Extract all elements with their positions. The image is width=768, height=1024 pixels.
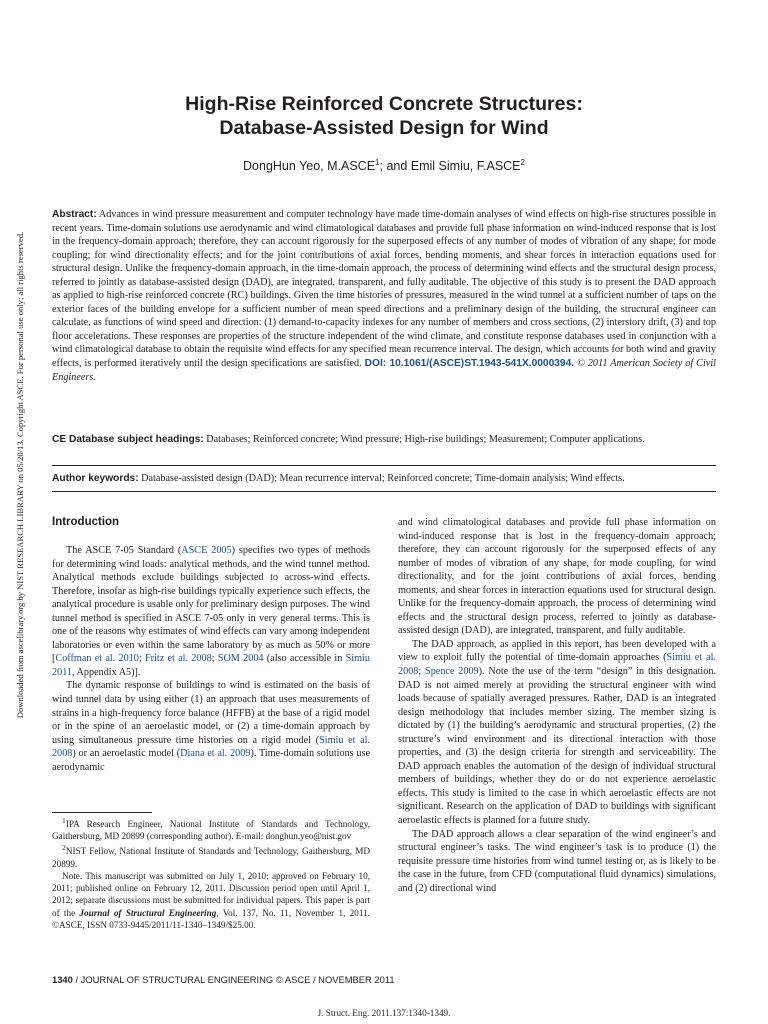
text-run: ;: [211, 653, 218, 665]
keywords-label: Author keywords:: [52, 473, 139, 484]
right-paragraph-1: and wind climatological databases and provide full phase information on wind-induced response that is lost in the frequency-domain approach; therefore, they can account rigorously for the superposed effects of any number of modes of vibration of any shape, for mode coupling, for wind directionality, and for the joint contributions of axial forces, bending moments, and shear forces in interaction equations used for structural design. Unlike for the frequency-domain approach, the process of determining wind effects and the structural design process, referred to jointly as database-assisted design (DAD), are integrated, transparent, and fully auditable.: [398, 517, 716, 637]
text-run: ;: [138, 653, 145, 665]
text-run: The ASCE 7-05 Standard (: [66, 545, 182, 556]
text-run: , Appendix A5)].: [72, 666, 141, 678]
author-1-affil: 1: [375, 158, 380, 167]
text-run: The DAD approach, as applied in this report, has been developed with a view to exploit fully the potential of time-domain approaches (: [398, 638, 716, 664]
text-run: NIST Fellow, National Institute of Standards and Technology, Gaithersburg, MD 20899.: [52, 846, 370, 869]
text-run: Note. This manuscript was submitted on July 1, 2010; approved on February 10, 2011; published online on February 12, 2011. Discussion period open until April 1, 2012; separate discussions must be submitted for individual papers. This paper is part of the: [52, 870, 370, 918]
right-column: [398, 516, 716, 895]
ref-link[interactable]: Simiu et al. 2008: [398, 652, 716, 678]
title-line-2: Database-Assisted Design for Wind: [219, 117, 549, 139]
ref-link[interactable]: Coffman et al. 2010: [55, 653, 139, 665]
author-2: ; and Emil Simiu, F.ASCE: [379, 159, 521, 174]
abstract-text: Advances in wind pressure measurement and computer technology have made time-domain analyses of wind effects on high-rise structures possible in recent years. Time-domain solutions use aerodynamic and wind climatological databases and provide full phase information on wind-induced response that is lost in the frequency-domain approach; therefore, they can account rigorously for the superposed effects of any number of modes of vibration of any shape; for mode coupling; for wind directionality effects; and for the joint contributions of axial forces, bending moments, and shear forces in interaction equations used for structural design. Unlike the frequency-domain approach, in the time-domain approach, the process of determining wind effects and the structural design process, referred to jointly as database-assisted design (DAD), are integrated, transparent, and fully auditable. The objective of this study is to present the DAD approach as applied to high-rise reinforced concrete (RC) buildings. Given the time histories of pressures, measured in the wind tunnel at a sufficient number of taps on the exterior faces of the building envelope for a sufficient number of mean speed directions and a preliminary design of the building, the structural engineer can calculate, as functions of wind speed and direction: (1) demand-to-capacity indexes for any number of members and cross sections, (2) interstory drift, (3) and top floor accelerations. These responses are properties of the structure independent of the wind climate, and constitute response databases used in conjunction with a wind climatological database to obtain the requisite wind effects for any specified mean recurrence interval. The design, which accounts for both wind and gravity effects, is performed iteratively until the design specifications are satisfied.: [52, 209, 716, 370]
ref-link[interactable]: Simiu 2011: [52, 653, 370, 678]
author-line: [0, 158, 768, 173]
text-run: ) specifies two types of methods for determining wind loads: analytical methods, and the wind tunnel method. Analytical methods exclude buildings subjected to across-wind effects. Therefore, insofar as high-rise buildings typically experience such effects, the analytical procedure is usable only for preliminary design purposes. The wind tunnel method is specified in ASCE 7-05 only in very general terms. This is one of the reasons why estimates of wind effects can vary among independent laboratories or even within the same laboratory by as much as 50% or more [: [52, 545, 371, 665]
keywords-text: Database-assisted design (DAD); Mean recurrence interval; Reinforced concrete; Time-domain analysis; Wind effects.: [138, 473, 625, 484]
subject-label: CE Database subject headings:: [52, 434, 204, 445]
page-footer: [52, 974, 395, 985]
footnote-marker: 2: [62, 843, 66, 853]
doi-link[interactable]: 10.1061/(ASCE)ST.1943-541X.0000394.: [389, 358, 575, 370]
journal-name: Journal of Structural Engineering: [79, 907, 217, 918]
text-run: ) or an aeroelastic model (: [72, 748, 181, 760]
intro-paragraph-2: [52, 679, 370, 774]
text-run: , Vol. 137, No. 11, November 1, 2011. ©ASCE, ISSN 0733-9445/2011/11-1340–1349/$25.00.: [52, 907, 370, 930]
author-2-affil: 2: [520, 158, 525, 167]
ref-link[interactable]: SOM 2004: [217, 653, 264, 665]
right-paragraph-2: [398, 638, 716, 828]
divider-bottom: [52, 491, 716, 492]
citation-line: J. Struct. Eng. 2011.137:1340-1349.: [317, 1008, 451, 1018]
ref-link[interactable]: Fritz et al. 2008: [144, 653, 212, 665]
section-heading-introduction: Introduction: [52, 516, 120, 528]
footnote-1: [52, 815, 370, 842]
text-run: The dynamic response of buildings to wind is estimated on the basis of wind tunnel data by using either (1) an approach that uses measurements of strains in a high-frequency force balance (HFFB) at the base of a rigid model or in the spine of an aeroelastic model, or (2) a time-domain approach by using simultaneous pressure time histories on a rigid model (: [52, 680, 370, 746]
text-run: IPA Research Engineer, National Institute of Standards and Technology, Gaithersburg, MD 20899 (corresponding author). E-mail: donghun.yeo@nist.gov: [52, 819, 370, 842]
abstract-label: Abstract:: [52, 209, 97, 220]
subject-text: Databases; Reinforced concrete; Wind pressure; High-rise buildings; Measurement; Computer applications.: [203, 434, 645, 445]
footnote-divider: [52, 812, 152, 813]
abstract: [52, 208, 716, 384]
text-run: ). Note the use of the term “design” in this designation. DAD is not aimed merely at providing the structural engineer with wind loads because of spatially averaged pressures. Rather, DAD is an integrated design methodology that includes member sizing. The member sizing is dictated by (1) the building’s aerodynamic and structural properties, (2) the structure’s wind environment and its directional interaction with those properties, and (3) the design criteria for strength and serviceability. The DAD approach enables the automation of the design of individual structural members of buildings, whether they do or do not experience aeroelastic effects. This study is limited to the case in which aeroelastic effects are not significant. Research on the application of DAD to buildings with significant aeroelastic effects is planned for a future study.: [398, 666, 717, 827]
intro-paragraph-1: [52, 544, 370, 679]
right-paragraph-3: The DAD approach allows a clear separation of the wind engineer’s and structural engineer’s tasks. The wind engineer’s task is to produce (1) the requisite pressure time histories from wind tunnel testing or, as is likely to be the case in the future, from CFD (computational fluid dynamics) simulations, and (2) directional wind: [398, 828, 716, 894]
page-number: 1340: [52, 974, 73, 985]
footnotes: [52, 815, 370, 931]
ref-link[interactable]: ASCE 2005: [181, 545, 232, 556]
text-run: ). Time-domain solutions use aerodynamic: [52, 748, 370, 773]
text-run: ;: [418, 666, 426, 678]
text-run: (also accessible in: [263, 653, 346, 665]
manuscript-note: [52, 870, 370, 931]
footnote-marker: 1: [62, 816, 66, 825]
author-keywords: [52, 472, 716, 486]
download-notice-sidebar: Downloaded from ascelibrary.org by NIST RESEARCH LIBRARY on 05/20/13. Copyright ASCE. For personal use only; all rights reserved.: [15, 231, 25, 719]
footnote-2: [52, 842, 370, 869]
divider-top: [52, 465, 716, 466]
ref-link[interactable]: Spence 2009: [425, 666, 479, 678]
subject-headings: [52, 433, 716, 447]
paper-title: [0, 92, 768, 140]
copyright-text: © 2011 American Society of Civil Engineers.: [52, 358, 716, 383]
ref-link[interactable]: Simiu et al. 2008: [52, 734, 370, 760]
ref-link[interactable]: Diana et al. 2009: [180, 748, 251, 760]
doi-label: DOI:: [364, 358, 390, 370]
journal-footer-text: / JOURNAL OF STRUCTURAL ENGINEERING © ASCE / NOVEMBER 2011: [72, 974, 395, 985]
left-column: [52, 544, 370, 774]
author-1: DongHun Yeo, M.ASCE: [243, 159, 376, 174]
title-line-1: High-Rise Reinforced Concrete Structures:: [185, 93, 583, 115]
